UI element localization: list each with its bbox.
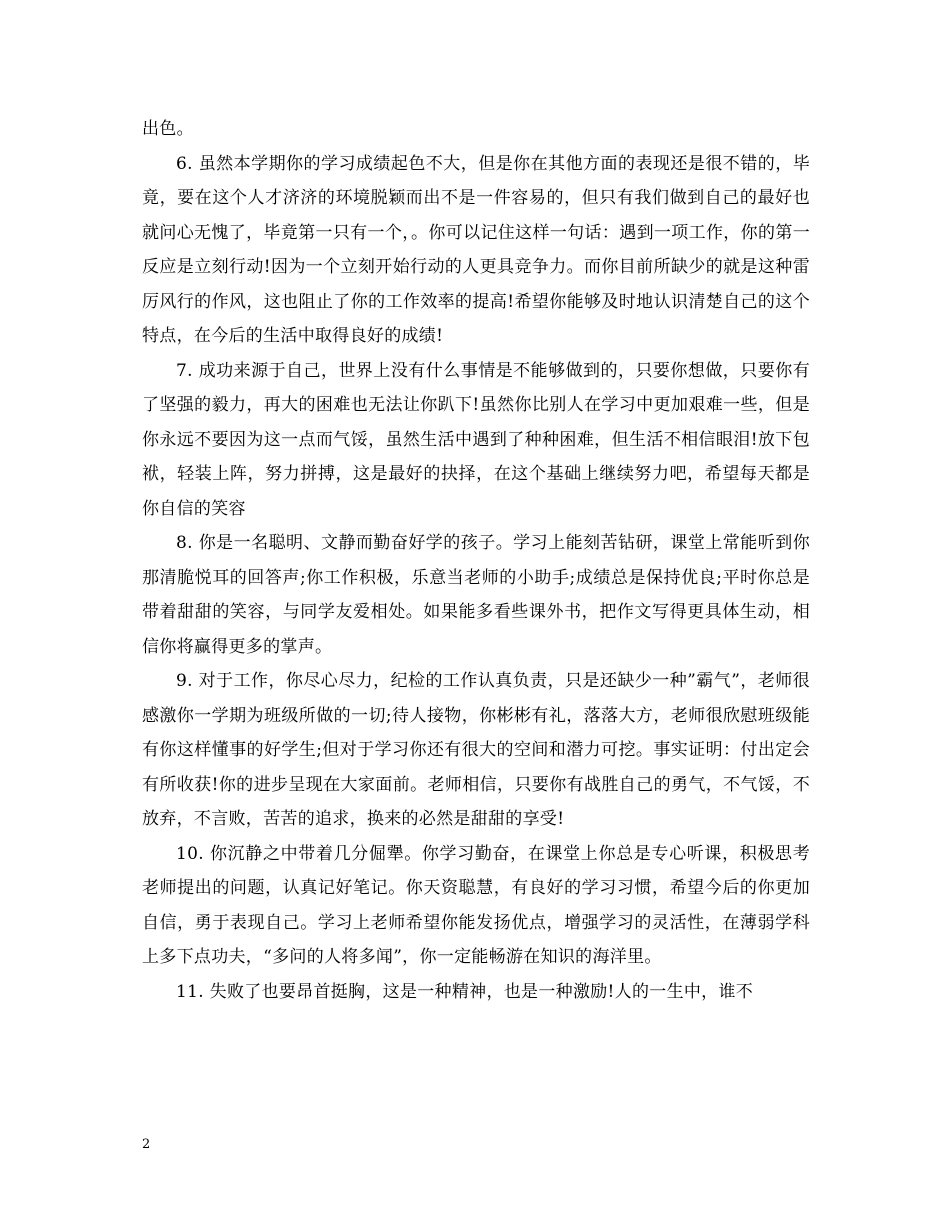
document-body (142, 112, 810, 1009)
paragraph-item-7: 7. 成功来源于自己，世界上没有什么事情是不能够做到的，只要你想做，只要你有了坚强的毅力，再大的困难也无法让你趴下!虽然你比别人在学习中更加艰难一些，但是你永远不要因为这一点而气馁，虽然生活中遇到了种种困难，但生活不相信眼泪!放下包袱，轻装上阵，努力拼搏，这是最好的抉择，在这个基础上继续努力吧，希望每天都是你自信的笑容 (142, 360, 810, 519)
paragraph-item-10: 10. 你沉静之中带着几分倔犟。你学习勤奋，在课堂上你总是专心听课，积极思考老师提出的问题，认真记好笔记。你天资聪慧，有良好的学习习惯，希望今后的你更加自信，勇于表现自己。学习上老师希望你能发扬优点，增强学习的灵活性，在薄弱学科上多下点功夫，“多问的人将多闻”，你一定能畅游在知识的海洋里。 (142, 843, 810, 967)
page-number: 2 (142, 1137, 151, 1152)
paragraph-item-6: 6. 虽然本学期你的学习成绩起色不大，但是你在其他方面的表现还是很不错的，毕竟，要在这个人才济济的环境脱颖而出不是一件容易的，但只有我们做到自己的最好也就问心无愧了，毕竟第一只有一个，。你可以记住这样一句话：遇到一项工作，你的第一反应是立刻行动!因为一个立刻开始行动的人更具竞争力。而你目前所缺少的就是这种雷厉风行的作风，这也阻止了你的工作效率的提高!希望你能够及时地认识清楚自己的这个特点，在今后的生活中取得良好的成绩! (142, 153, 810, 346)
paragraph-continuation: 出色。 (142, 119, 194, 139)
paragraph-item-8: 8. 你是一名聪明、文静而勤奋好学的孩子。学习上能刻苦钻研，课堂上常能听到你那清脆悦耳的回答声;你工作积极，乐意当老师的小助手;成绩总是保持优良;平时你总是带着甜甜的笑容，与同学友爱相处。如果能多看些课外书，把作文写得更具体生动，相信你将赢得更多的掌声。 (142, 533, 810, 657)
paragraph-item-11: 11. 失败了也要昂首挺胸，这是一种精神，也是一种激励!人的一生中，谁不 (176, 981, 754, 1002)
paragraph-item-9: 9. 对于工作，你尽心尽力，纪检的工作认真负责，只是还缺少一种”霸气”，老师很感激你一学期为班级所做的一切;待人接物，你彬彬有礼，落落大方，老师很欣慰班级能有你这样懂事的好学生;但对于学习你还有很大的空间和潜力可挖。事实证明：付出定会有所收获!你的进步呈现在大家面前。老师相信，只要你有战胜自己的勇气，不气馁，不放弃，不言败，苦苦的追求，换来的必然是甜甜的享受! (142, 671, 810, 829)
